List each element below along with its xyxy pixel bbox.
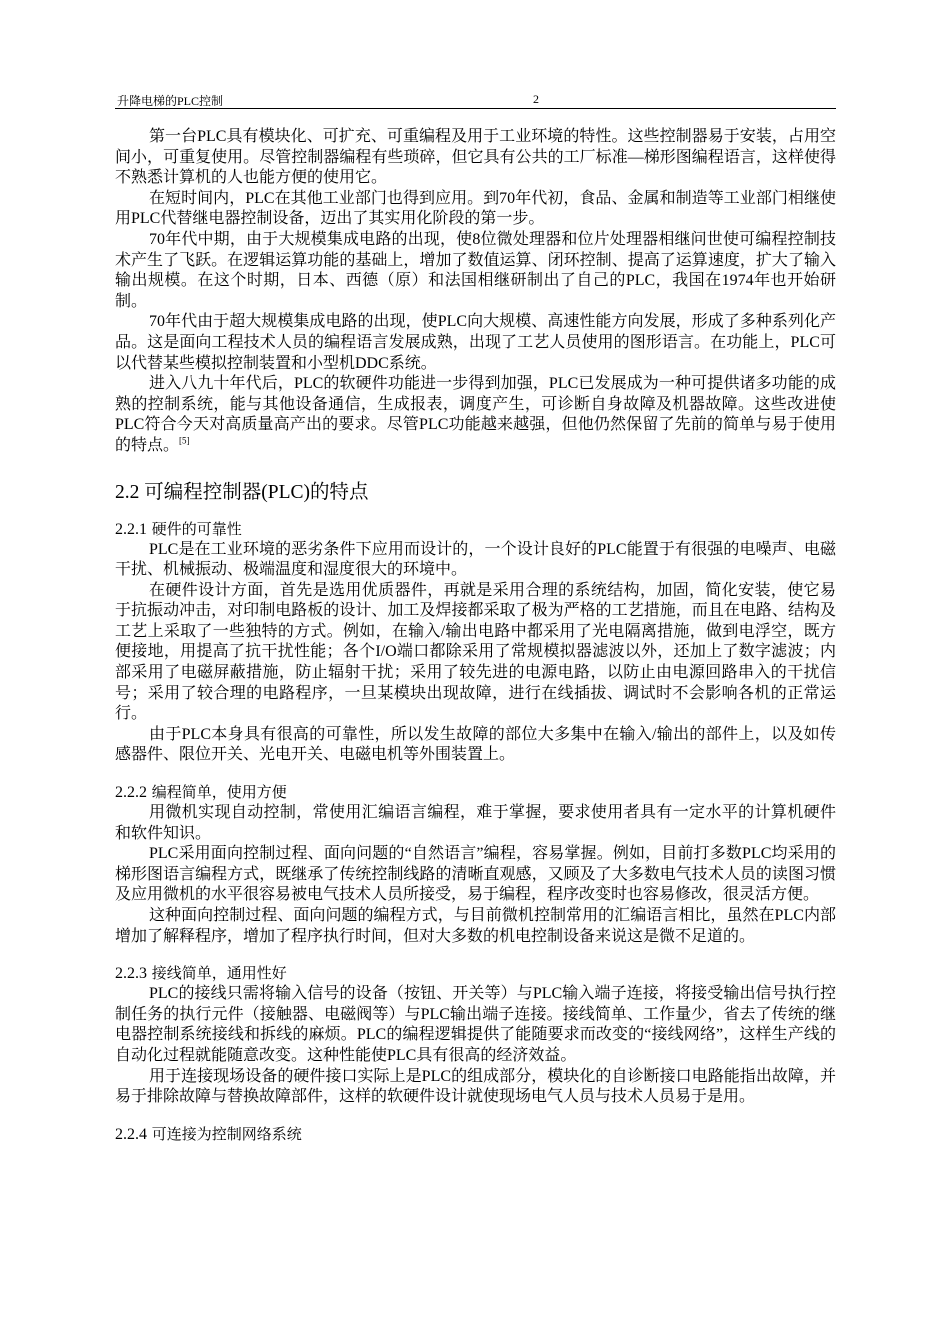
paragraph: PLC采用面向控制过程、面向问题的“自然语言”编程，容易掌握。例如，目前打多数PLC均采用的梯形图语言编程方式，既继承了传统控制线路的清晰直观感，又顾及了大多数电气技术人员的读图习惯及应用微机的水平很容易被电气技术人员所接受，易于编程，程序改变时也容易修改，很灵活方便。 bbox=[115, 845, 836, 904]
subsection-title: 可连接为控制网络系统 bbox=[151, 1124, 302, 1143]
subsection-number: 2.2.3 bbox=[115, 965, 147, 983]
paragraph: 由于PLC本身具有很高的可靠性，所以发生故障的部位大多集中在输入/输出的部件上，以及如传感器件、限位开关、光电开关、电磁电机等外围装置上。 bbox=[115, 725, 836, 764]
subsection-number: 2.2.2 bbox=[115, 784, 147, 802]
subsection-title: 硬件的可靠性 bbox=[151, 519, 242, 538]
subsection-number: 2.2.4 bbox=[115, 1125, 147, 1143]
subsection-heading bbox=[115, 963, 836, 984]
paragraph: 用微机实现自动控制，常使用汇编语言编程，难于掌握，要求使用者具有一定水平的计算机硬件和软件知识。 bbox=[115, 804, 836, 842]
subsection-title: 接线简单，通用性好 bbox=[151, 964, 287, 983]
subsection-title: 编程简单，使用方便 bbox=[151, 783, 287, 802]
paragraph: 第一台PLC具有模块化、可扩充、可重编程及用于工业环境的特性。这些控制器易于安装，占用空间小，可重复使用。尽管控制器编程有些琐碎，但它具有公共的工厂标准—梯形图编程语言，这样使得不熟悉计算机的人也能方便的使用它。 bbox=[115, 128, 836, 187]
subsection-heading bbox=[115, 1124, 836, 1145]
paragraph: 用于连接现场设备的硬件接口实际上是PLC的组成部分，模块化的自诊断接口电路能指出故障，并易于排除故障与替换故障部件，这样的软硬件设计就使现场电气人员与技术人员易于是用。 bbox=[115, 1067, 836, 1106]
subsection-heading bbox=[115, 519, 836, 540]
subsection-number: 2.2.1 bbox=[115, 520, 147, 538]
paragraph: 70年代由于超大规模集成电路的出现，使PLC向大规模、高速性能方向发展，形成了多种系列化产品。这是面向工程技术人员的编程语言发展成熟，出现了工艺人员使用的图形语言。在功能上，PLC可以代替某些模拟控制装置和小型机DDC系统。 bbox=[115, 313, 836, 372]
paragraph bbox=[115, 374, 836, 456]
page-content bbox=[115, 127, 836, 1145]
paragraph: PLC的接线只需将输入信号的设备（按钮、开关等）与PLC输入端子连接，将接受输出信号执行控制任务的执行元件（接触器、电磁阀等）与PLC输出端子连接。接线简单、工作量少，省去了传统的继电器控制系统接线和拆线的麻烦。PLC的编程逻辑提供了能随要求而改变的“接线网络”，这样生产线的自动化过程就能随意改变。这种性能使PLC具有很高的经济效益。 bbox=[115, 985, 836, 1064]
page-header bbox=[115, 90, 836, 109]
paragraph: 在短时间内，PLC在其他工业部门也得到应用。到70年代初，食品、金属和制造等工业部门相继使用PLC代替继电器控制设备，迈出了其实用化阶段的第一步。 bbox=[115, 189, 836, 228]
page-number: 2 bbox=[533, 92, 539, 106]
paragraph: PLC是在工业环境的恶劣条件下应用而设计的，一个设计良好的PLC能置于有很强的电噪声、电磁干扰、机械振动、极端温度和湿度很大的环境中。 bbox=[115, 540, 836, 579]
header-title: 升降电梯的PLC控制 bbox=[117, 94, 224, 108]
section-heading: 2.2 可编程控制器(PLC)的特点 bbox=[115, 481, 369, 503]
paragraph: 这种面向控制过程、面向问题的编程方式，与目前微机控制常用的汇编语言相比，虽然在PLC内部增加了解释程序，增加了程序执行时间，但对大多数的机电控制设备来说这是微不足道的。 bbox=[115, 907, 836, 945]
paragraph: 在硬件设计方面，首先是选用优质器件，再就是采用合理的系统结构，加固，简化安装，使它易于抗振动冲击，对印制电路板的设计、加工及焊接都采取了极为严格的工艺措施，而且在电路、结构及工艺上采取了一些独特的方式。例如，在输入/输出电路中都采用了光电隔离措施，做到电浮空，既方便接地，用提高了抗干扰性能；各个I/O端口都除采用了常规模拟器滤波以外，还加上了数字滤波；内部采用了电磁屏蔽措施，防止辐射干扰；采用了较先进的电源电路，以防止由电源回路串入的干扰信号；采用了较合理的电路程序，一旦某模块出现故障，进行在线插拔、调试时不会影响各机的正常运行。 bbox=[115, 581, 836, 723]
paragraph: 70年代中期，由于大规模集成电路的出现，使8位微处理器和位片处理器相继问世使可编程控制技术产生了飞跃。在逻辑运算功能的基础上，增加了数值运算、闭环控制、提高了运算速度，扩大了输入输出规模。在这个时期，日本、西德（原）和法国相继研制出了自己的PLC，我国在1974年也开始研制。 bbox=[115, 230, 836, 310]
reference-mark: [5] bbox=[179, 435, 190, 446]
paragraph-text: 进入八九十年代后，PLC的软硬件功能进一步得到加强，PLC已发展成为一种可提供诸多功能的成熟的控制系统，能与其他设备通信，生成报表，调度产生，可诊断自身故障及机器故障。这些改进使PLC符合今天对高质量高产出的要求。尽管PLC功能越来越强，但他仍然保留了先前的简单与易于使用的特点。 bbox=[115, 375, 836, 454]
subsection-heading bbox=[115, 782, 836, 803]
